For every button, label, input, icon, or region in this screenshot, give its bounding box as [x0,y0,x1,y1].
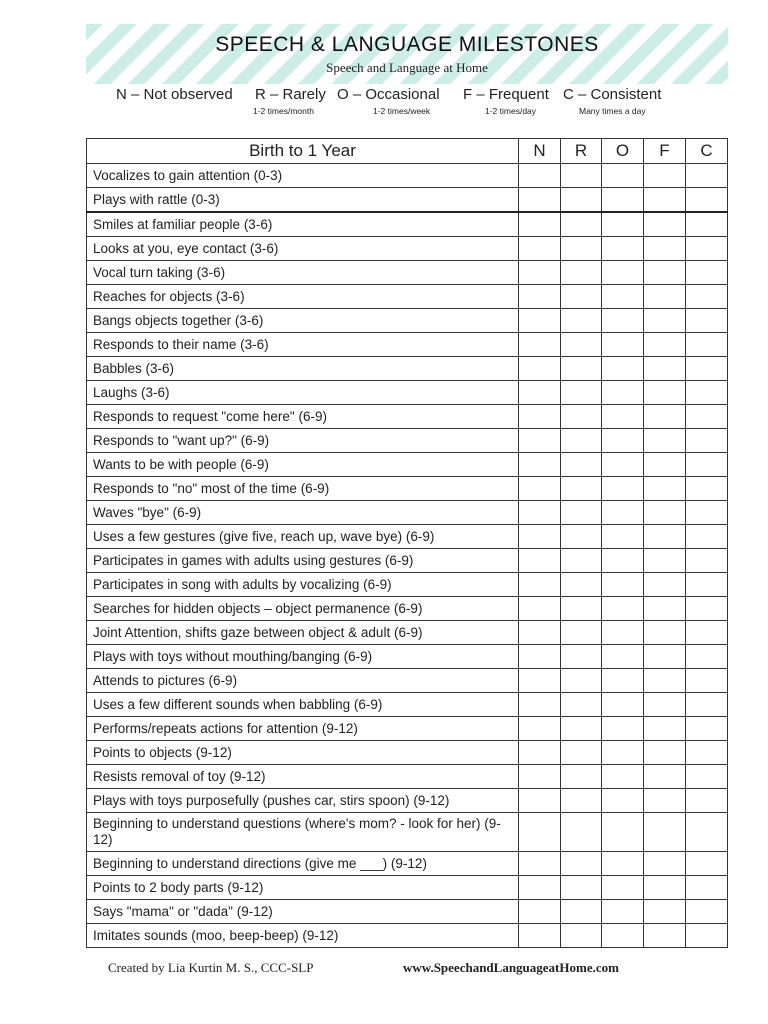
rating-cell-o[interactable] [602,573,644,597]
rating-cell-n[interactable] [519,453,561,477]
rating-cell-c[interactable] [686,693,728,717]
rating-cell-c[interactable] [686,876,728,900]
table-row [87,573,728,597]
rating-cell-c[interactable] [686,285,728,309]
section-title: Birth to 1 Year [87,139,519,164]
milestone-label: Vocal turn taking (3-6) [87,261,519,285]
rating-cell-r[interactable] [561,261,602,285]
rating-cell-c[interactable] [686,381,728,405]
rating-cell-c[interactable] [686,765,728,789]
table-row [87,309,728,333]
table-row [87,261,728,285]
rating-cell-n[interactable] [519,381,561,405]
rating-cell-c[interactable] [686,429,728,453]
rating-cell-c[interactable] [686,741,728,765]
rating-cell-c[interactable] [686,717,728,741]
rating-cell-o[interactable] [602,900,644,924]
legend-item-rarely [253,86,326,116]
legend-item-frequent [463,86,549,116]
table-row [87,789,728,813]
table-row [87,501,728,525]
milestone-label: Responds to "no" most of the time (6-9) [87,477,519,501]
table-row [87,164,728,188]
rating-cell-n[interactable] [519,852,561,876]
rating-cell-c[interactable] [686,477,728,501]
rating-cell-f[interactable] [644,813,686,852]
rating-cell-c[interactable] [686,924,728,948]
rating-cell-o[interactable] [602,357,644,381]
rating-cell-n[interactable] [519,237,561,261]
milestone-label: Looks at you, eye contact (3-6) [87,237,519,261]
table-row [87,477,728,501]
rating-cell-o[interactable] [602,741,644,765]
milestone-label: Responds to their name (3-6) [87,333,519,357]
table-body [87,164,728,948]
rating-cell-r[interactable] [561,645,602,669]
rating-cell-r[interactable] [561,237,602,261]
rating-cell-n[interactable] [519,405,561,429]
rating-cell-f[interactable] [644,765,686,789]
rating-cell-f[interactable] [644,164,686,188]
rating-cell-n[interactable] [519,549,561,573]
rating-cell-r[interactable] [561,924,602,948]
rating-cell-f[interactable] [644,453,686,477]
rating-cell-n[interactable] [519,765,561,789]
rating-cell-r[interactable] [561,525,602,549]
rating-cell-n[interactable] [519,717,561,741]
milestone-label: Babbles (3-6) [87,357,519,381]
milestone-label: Points to objects (9-12) [87,741,519,765]
rating-cell-f[interactable] [644,876,686,900]
milestone-label: Bangs objects together (3-6) [87,309,519,333]
rating-cell-r[interactable] [561,693,602,717]
rating-cell-n[interactable] [519,212,561,237]
table-row [87,693,728,717]
rating-cell-n[interactable] [519,621,561,645]
rating-cell-r[interactable] [561,813,602,852]
rating-cell-o[interactable] [602,924,644,948]
rating-cell-o[interactable] [602,693,644,717]
rating-cell-c[interactable] [686,525,728,549]
milestone-label: Plays with toys purposefully (pushes car, stirs spoon) (9-12) [87,789,519,813]
table-row [87,645,728,669]
rating-cell-f[interactable] [644,429,686,453]
rating-cell-f[interactable] [644,333,686,357]
legend-item-occasional [337,86,440,116]
rating-cell-f[interactable] [644,924,686,948]
rating-cell-f[interactable] [644,357,686,381]
rating-cell-r[interactable] [561,188,602,213]
rating-cell-f[interactable] [644,717,686,741]
milestone-label: Beginning to understand directions (give me ___) (9-12) [87,852,519,876]
rating-cell-f[interactable] [644,669,686,693]
rating-cell-n[interactable] [519,741,561,765]
legend-item-not-observed [116,86,233,104]
milestone-label: Responds to "want up?" (6-9) [87,429,519,453]
rating-cell-r[interactable] [561,765,602,789]
rating-cell-c[interactable] [686,188,728,213]
table-row [87,381,728,405]
rating-cell-o[interactable] [602,405,644,429]
rating-cell-f[interactable] [644,285,686,309]
milestone-label: Vocalizes to gain attention (0-3) [87,164,519,188]
rating-cell-c[interactable] [686,501,728,525]
rating-cell-o[interactable] [602,765,644,789]
column-header-f: F [644,139,686,164]
rating-cell-r[interactable] [561,212,602,237]
rating-cell-f[interactable] [644,188,686,213]
rating-cell-r[interactable] [561,669,602,693]
rating-cell-f[interactable] [644,477,686,501]
rating-cell-c[interactable] [686,621,728,645]
rating-cell-f[interactable] [644,852,686,876]
milestone-label: Uses a few gestures (give five, reach up, wave bye) (6-9) [87,525,519,549]
rating-cell-n[interactable] [519,525,561,549]
table-row [87,900,728,924]
rating-cell-o[interactable] [602,789,644,813]
rating-cell-o[interactable] [602,164,644,188]
rating-cell-n[interactable] [519,477,561,501]
table-row [87,924,728,948]
milestone-label: Reaches for objects (3-6) [87,285,519,309]
rating-cell-f[interactable] [644,381,686,405]
rating-cell-n[interactable] [519,924,561,948]
rating-cell-n[interactable] [519,188,561,213]
table-row [87,741,728,765]
rating-cell-o[interactable] [602,237,644,261]
milestone-label: Resists removal of toy (9-12) [87,765,519,789]
rating-cell-r[interactable] [561,717,602,741]
rating-cell-r[interactable] [561,285,602,309]
legend-label: F – Frequent [463,86,549,103]
rating-cell-r[interactable] [561,597,602,621]
rating-cell-r[interactable] [561,333,602,357]
table-row [87,765,728,789]
rating-cell-o[interactable] [602,813,644,852]
rating-cell-o[interactable] [602,309,644,333]
rating-cell-c[interactable] [686,453,728,477]
rating-cell-o[interactable] [602,621,644,645]
rating-cell-r[interactable] [561,477,602,501]
rating-cell-n[interactable] [519,669,561,693]
rating-cell-c[interactable] [686,212,728,237]
rating-cell-o[interactable] [602,429,644,453]
footer-website[interactable]: www.SpeechandLanguageatHome.com [403,960,619,975]
legend-label: N – Not observed [116,86,233,103]
table-row [87,813,728,852]
milestone-label: Plays with toys without mouthing/banging (6-9) [87,645,519,669]
milestone-label: Participates in song with adults by vocalizing (6-9) [87,573,519,597]
table-row [87,188,728,213]
page-subtitle: Speech and Language at Home [326,60,488,75]
rating-cell-f[interactable] [644,501,686,525]
rating-cell-r[interactable] [561,357,602,381]
rating-cell-o[interactable] [602,669,644,693]
milestone-label: Says "mama" or "dada" (9-12) [87,900,519,924]
legend-label: C – Consistent [563,86,662,103]
milestone-label: Points to 2 body parts (9-12) [87,876,519,900]
rating-cell-n[interactable] [519,429,561,453]
rating-cell-n[interactable] [519,645,561,669]
rating-cell-f[interactable] [644,261,686,285]
rating-cell-r[interactable] [561,309,602,333]
rating-cell-n[interactable] [519,876,561,900]
table-row [87,333,728,357]
rating-cell-n[interactable] [519,900,561,924]
rating-cell-o[interactable] [602,453,644,477]
rating-cell-r[interactable] [561,876,602,900]
rating-cell-n[interactable] [519,333,561,357]
rating-cell-c[interactable] [686,333,728,357]
table-row [87,212,728,237]
rating-cell-f[interactable] [644,309,686,333]
milestone-label: Plays with rattle (0-3) [87,188,519,213]
rating-cell-r[interactable] [561,501,602,525]
rating-cell-f[interactable] [644,549,686,573]
rating-cell-c[interactable] [686,789,728,813]
rating-cell-c[interactable] [686,549,728,573]
rating-cell-f[interactable] [644,621,686,645]
rating-cell-o[interactable] [602,261,644,285]
milestone-label: Imitates sounds (moo, beep-beep) (9-12) [87,924,519,948]
milestone-label: Waves "bye" (6-9) [87,501,519,525]
milestone-label: Beginning to understand questions (where's mom? - look for her) (9-12) [87,813,519,852]
rating-cell-c[interactable] [686,261,728,285]
table-row [87,237,728,261]
rating-cell-c[interactable] [686,645,728,669]
rating-cell-c[interactable] [686,237,728,261]
rating-cell-n[interactable] [519,164,561,188]
rating-cell-f[interactable] [644,573,686,597]
rating-cell-n[interactable] [519,357,561,381]
rating-cell-n[interactable] [519,789,561,813]
rating-cell-n[interactable] [519,501,561,525]
table-row [87,525,728,549]
rating-cell-f[interactable] [644,405,686,429]
milestone-label: Joint Attention, shifts gaze between object & adult (6-9) [87,621,519,645]
table-row [87,429,728,453]
rating-cell-o[interactable] [602,525,644,549]
rating-cell-r[interactable] [561,741,602,765]
footer-credit: Created by Lia Kurtin M. S., CCC-SLP [108,960,314,975]
rating-cell-f[interactable] [644,645,686,669]
rating-cell-n[interactable] [519,285,561,309]
rating-cell-n[interactable] [519,261,561,285]
milestones-table [86,138,728,948]
rating-cell-r[interactable] [561,164,602,188]
rating-cell-r[interactable] [561,573,602,597]
rating-cell-o[interactable] [602,333,644,357]
rating-cell-n[interactable] [519,693,561,717]
table-row [87,852,728,876]
rating-cell-f[interactable] [644,900,686,924]
rating-cell-f[interactable] [644,789,686,813]
rating-cell-o[interactable] [602,212,644,237]
table-row [87,549,728,573]
legend-note: 1-2 times/week [373,106,431,116]
table-row [87,405,728,429]
table-row [87,669,728,693]
legend-note: 1-2 times/day [485,106,537,116]
legend-label: R – Rarely [255,86,326,103]
rating-cell-o[interactable] [602,477,644,501]
rating-cell-r[interactable] [561,789,602,813]
rating-cell-c[interactable] [686,164,728,188]
rating-cell-f[interactable] [644,693,686,717]
table-header-row [87,139,728,164]
table-row [87,876,728,900]
rating-cell-r[interactable] [561,453,602,477]
milestone-label: Responds to request "come here" (6-9) [87,405,519,429]
rating-cell-c[interactable] [686,813,728,852]
column-header-o: O [602,139,644,164]
legend-note: 1-2 times/month [253,106,314,116]
rating-cell-o[interactable] [602,597,644,621]
rating-cell-o[interactable] [602,717,644,741]
rating-cell-r[interactable] [561,429,602,453]
milestone-label: Searches for hidden objects – object permanence (6-9) [87,597,519,621]
rating-cell-r[interactable] [561,621,602,645]
milestone-label: Performs/repeats actions for attention (9-12) [87,717,519,741]
rating-cell-f[interactable] [644,237,686,261]
rating-cell-c[interactable] [686,309,728,333]
rating-cell-c[interactable] [686,669,728,693]
table-row [87,597,728,621]
rating-cell-o[interactable] [602,852,644,876]
rating-cell-r[interactable] [561,405,602,429]
milestone-label: Smiles at familiar people (3-6) [87,212,519,237]
table-row [87,717,728,741]
rating-cell-o[interactable] [602,381,644,405]
milestone-label: Wants to be with people (6-9) [87,453,519,477]
rating-cell-o[interactable] [602,285,644,309]
column-header-r: R [561,139,602,164]
rating-cell-c[interactable] [686,900,728,924]
rating-cell-o[interactable] [602,501,644,525]
milestone-label: Uses a few different sounds when babbling (6-9) [87,693,519,717]
rating-cell-o[interactable] [602,876,644,900]
rating-cell-r[interactable] [561,852,602,876]
rating-cell-n[interactable] [519,597,561,621]
legend-label: O – Occasional [337,86,440,103]
table-row [87,621,728,645]
rating-cell-c[interactable] [686,405,728,429]
rating-cell-r[interactable] [561,381,602,405]
legend-note: Many times a day [579,106,646,116]
rating-cell-n[interactable] [519,573,561,597]
milestone-label: Attends to pictures (6-9) [87,669,519,693]
rating-cell-f[interactable] [644,597,686,621]
milestone-label: Laughs (3-6) [87,381,519,405]
legend-item-consistent [563,86,662,116]
page-title: SPEECH & LANGUAGE MILESTONES [215,33,599,56]
rating-cell-n[interactable] [519,813,561,852]
rating-cell-f[interactable] [644,525,686,549]
rating-cell-r[interactable] [561,900,602,924]
rating-cell-f[interactable] [644,212,686,237]
rating-cell-o[interactable] [602,188,644,213]
rating-cell-c[interactable] [686,597,728,621]
rating-cell-r[interactable] [561,549,602,573]
table-row [87,285,728,309]
rating-cell-o[interactable] [602,645,644,669]
table-row [87,453,728,477]
rating-cell-c[interactable] [686,573,728,597]
rating-cell-f[interactable] [644,741,686,765]
rating-cell-n[interactable] [519,309,561,333]
milestone-label: Participates in games with adults using gestures (6-9) [87,549,519,573]
rating-cell-o[interactable] [602,549,644,573]
frequency-legend [116,86,676,118]
rating-cell-c[interactable] [686,852,728,876]
rating-cell-c[interactable] [686,357,728,381]
column-header-n: N [519,139,561,164]
column-header-c: C [686,139,728,164]
table-row [87,357,728,381]
